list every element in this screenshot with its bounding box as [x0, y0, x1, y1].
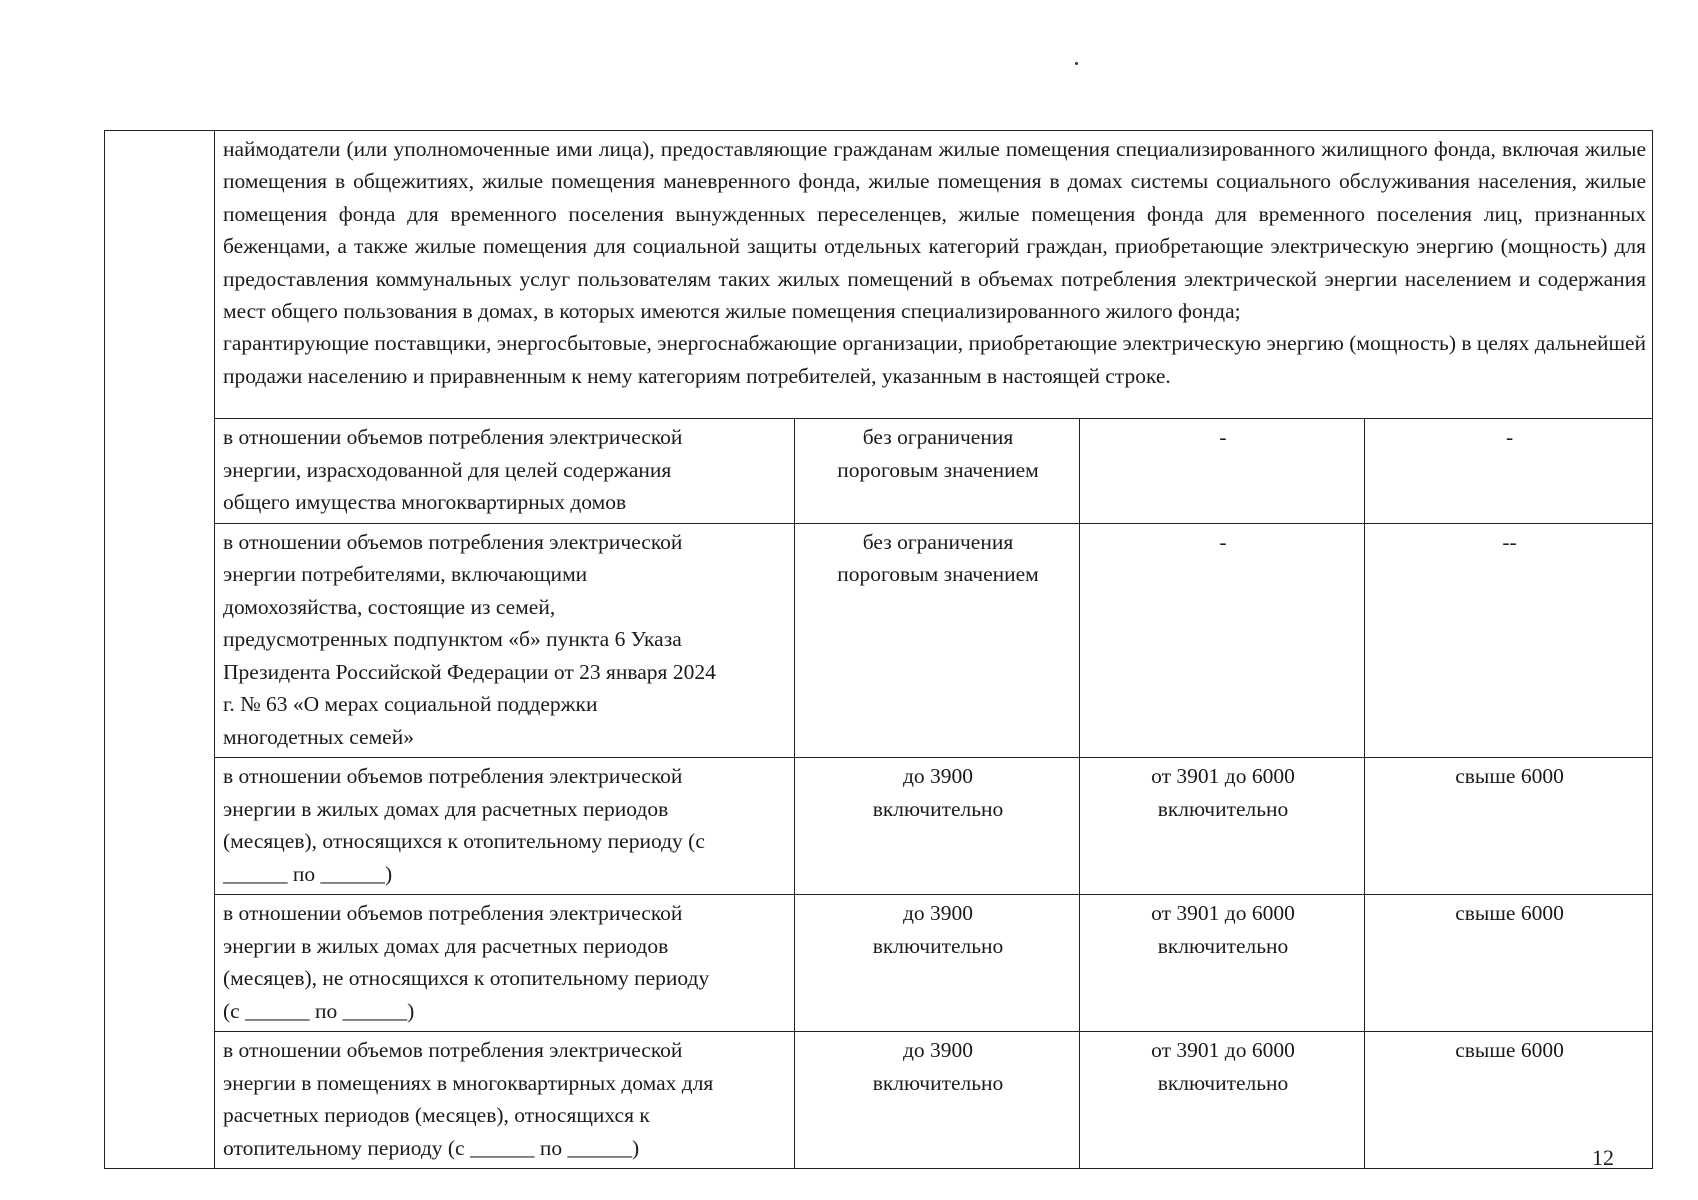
range-3-cell: - [1365, 419, 1653, 524]
tariff-table [104, 130, 1653, 1169]
intro-row [105, 131, 1653, 419]
intro-paragraph: гарантирующие поставщики, энергосбытовые, энергоснабжающие организации, приобретающие электрическую энергию (мощность) в целях дальнейшей продажи населению и приравненным к нему категориям потребителей, указанным в настоящей строке. [223, 331, 1647, 388]
consumption-category-cell: в отношении объемов потребления электрической энергии в жилых домах для расчетных периодов (месяцев), не относящихся к отопительному периоду (с ______ по ______) [215, 895, 795, 1032]
range-3-cell: свыше 6000 [1365, 758, 1653, 895]
range-1-cell: без ограничения пороговым значением [795, 523, 1080, 758]
range-2-cell: от 3901 до 6000 включительно [1080, 1032, 1365, 1169]
table-row [105, 419, 1653, 524]
table-row [105, 1032, 1653, 1169]
range-2-cell: от 3901 до 6000 включительно [1080, 895, 1365, 1032]
row-number-cell [105, 131, 215, 1169]
consumption-category-cell: в отношении объемов потребления электрической энергии в помещениях в многоквартирных домах для расчетных периодов (месяцев), относящихся к отопительному периоду (с ______ по ______) [215, 1032, 795, 1169]
range-3-cell: свыше 6000 [1365, 895, 1653, 1032]
consumption-category-cell: в отношении объемов потребления электрической энергии потребителями, включающими домохозяйства, состоящие из семей, предусмотренных подпунктом «б» пункта 6 Указа Президента Российской Федерации от 23 января 2024 г. № 63 «О мерах социальной поддержки многодетных семей» [215, 523, 795, 758]
range-3-cell: -- [1365, 523, 1653, 758]
range-2-cell: - [1080, 523, 1365, 758]
consumption-category-cell: в отношении объемов потребления электрической энергии, израсходованной для целей содержания общего имущества многоквартирных домов [215, 419, 795, 524]
consumption-category-cell: в отношении объемов потребления электрической энергии в жилых домах для расчетных периодов (месяцев), относящихся к отопительному периоду (с ______ по ______) [215, 758, 795, 895]
range-1-cell: до 3900 включительно [795, 895, 1080, 1032]
table-row [105, 895, 1653, 1032]
page-number: 12 [1592, 1145, 1614, 1170]
scan-speck [1075, 62, 1078, 65]
table-row [105, 523, 1653, 758]
range-1-cell: без ограничения пороговым значением [795, 419, 1080, 524]
range-1-cell: до 3900 включительно [795, 1032, 1080, 1169]
range-2-cell: от 3901 до 6000 включительно [1080, 758, 1365, 895]
intro-cell [215, 131, 1653, 419]
range-1-cell: до 3900 включительно [795, 758, 1080, 895]
table-row [105, 758, 1653, 895]
intro-paragraph: наймодатели (или уполномоченные ими лица), предоставляющие гражданам жилые помещения специализированного жилищного фонда, включая жилые помещения в общежитиях, жилые помещения маневренного фонда, жилые помещения в домах системы социального обслуживания населения, жилые помещения фонда для временного поселения вынужденных переселенцев, жилые помещения фонда для временного поселения лиц, признанных беженцами, а также жилые помещения для социальной защиты отдельных категорий граждан, приобретающие электрическую энергию (мощность) для предоставления коммунальных услуг пользователям таких жилых помещений в объемах потребления электрической энергии населением и содержания мест общего пользования в домах, в которых имеются жилые помещения специализированного жилого фонда; [223, 137, 1647, 324]
range-3-cell: свыше 6000 [1365, 1032, 1653, 1169]
range-2-cell: - [1080, 419, 1365, 524]
